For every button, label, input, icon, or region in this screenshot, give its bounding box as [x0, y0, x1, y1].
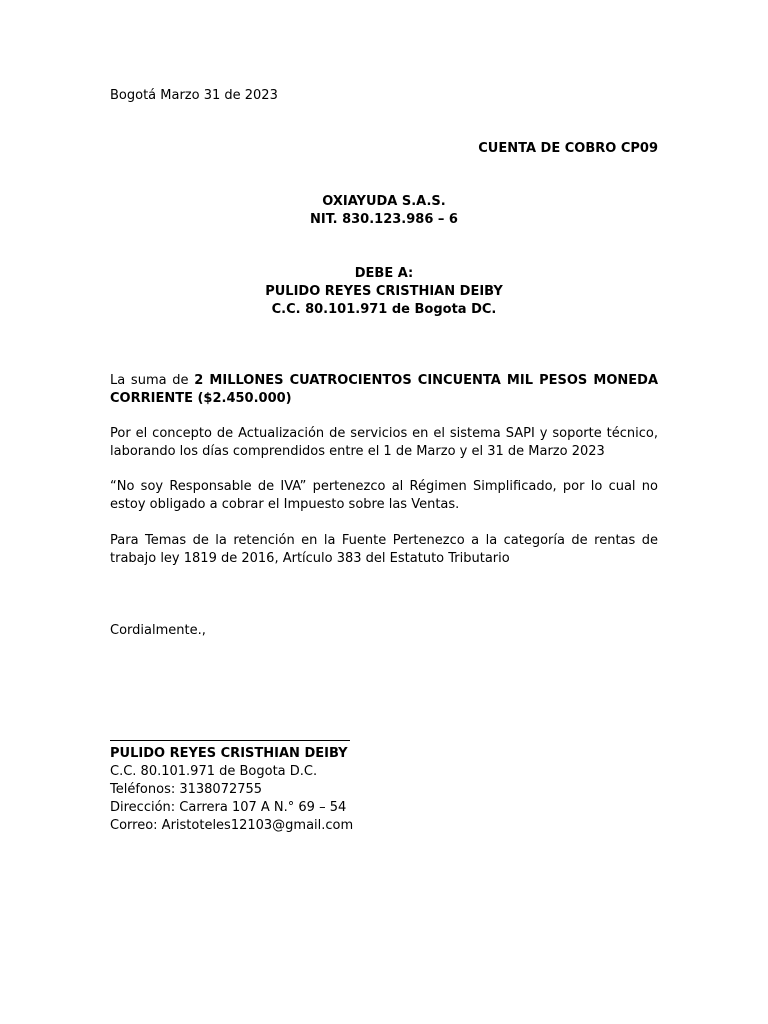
amount-value: 2 MILLONES CUATROCIENTOS CINCUENTA MIL PESOS MONEDA CORRIENTE ($2.450.000) — [110, 373, 659, 406]
amount-prefix: La suma de — [110, 373, 195, 388]
signature-phones: Teléfonos: 3138072755 — [110, 782, 263, 797]
date-line: Bogotá Marzo 31 de 2023 — [110, 88, 278, 103]
amount-paragraph — [110, 372, 658, 408]
company-nit: NIT. 830.123.986 – 6 — [310, 212, 458, 227]
concept-paragraph: Por el concepto de Actualización de servicios en el sistema SAPI y soporte técnico, laborando los días comprendidos entre el 1 de Marzo y el 31 de Marzo 2023 — [110, 426, 658, 459]
signature-email: Correo: Aristoteles12103@gmail.com — [110, 818, 354, 833]
closing-salutation: Cordialmente., — [110, 623, 206, 638]
document-title: CUENTA DE COBRO CP09 — [478, 141, 658, 156]
signature-id: C.C. 80.101.971 de Bogota D.C. — [110, 764, 318, 779]
debe-a-label: DEBE A: — [354, 266, 414, 281]
company-name: OXIAYUDA S.A.S. — [322, 194, 446, 209]
signature-name: PULIDO REYES CRISTHIAN DEIBY — [110, 746, 348, 761]
creditor-id: C.C. 80.101.971 de Bogota DC. — [271, 302, 497, 317]
signature-line — [110, 740, 350, 741]
retention-paragraph: Para Temas de la retención en la Fuente Pertenezco a la categoría de rentas de trabajo ley 1819 de 2016, Artículo 383 del Estatuto Tributario — [110, 533, 658, 566]
iva-paragraph: “No soy Responsable de IVA” pertenezco al Régimen Simplificado, por lo cual no estoy obligado a cobrar el Impuesto sobre las Ventas. — [110, 479, 658, 512]
signature-address: Dirección: Carrera 107 A N.° 69 – 54 — [110, 800, 347, 815]
creditor-name: PULIDO REYES CRISTHIAN DEIBY — [265, 284, 503, 299]
